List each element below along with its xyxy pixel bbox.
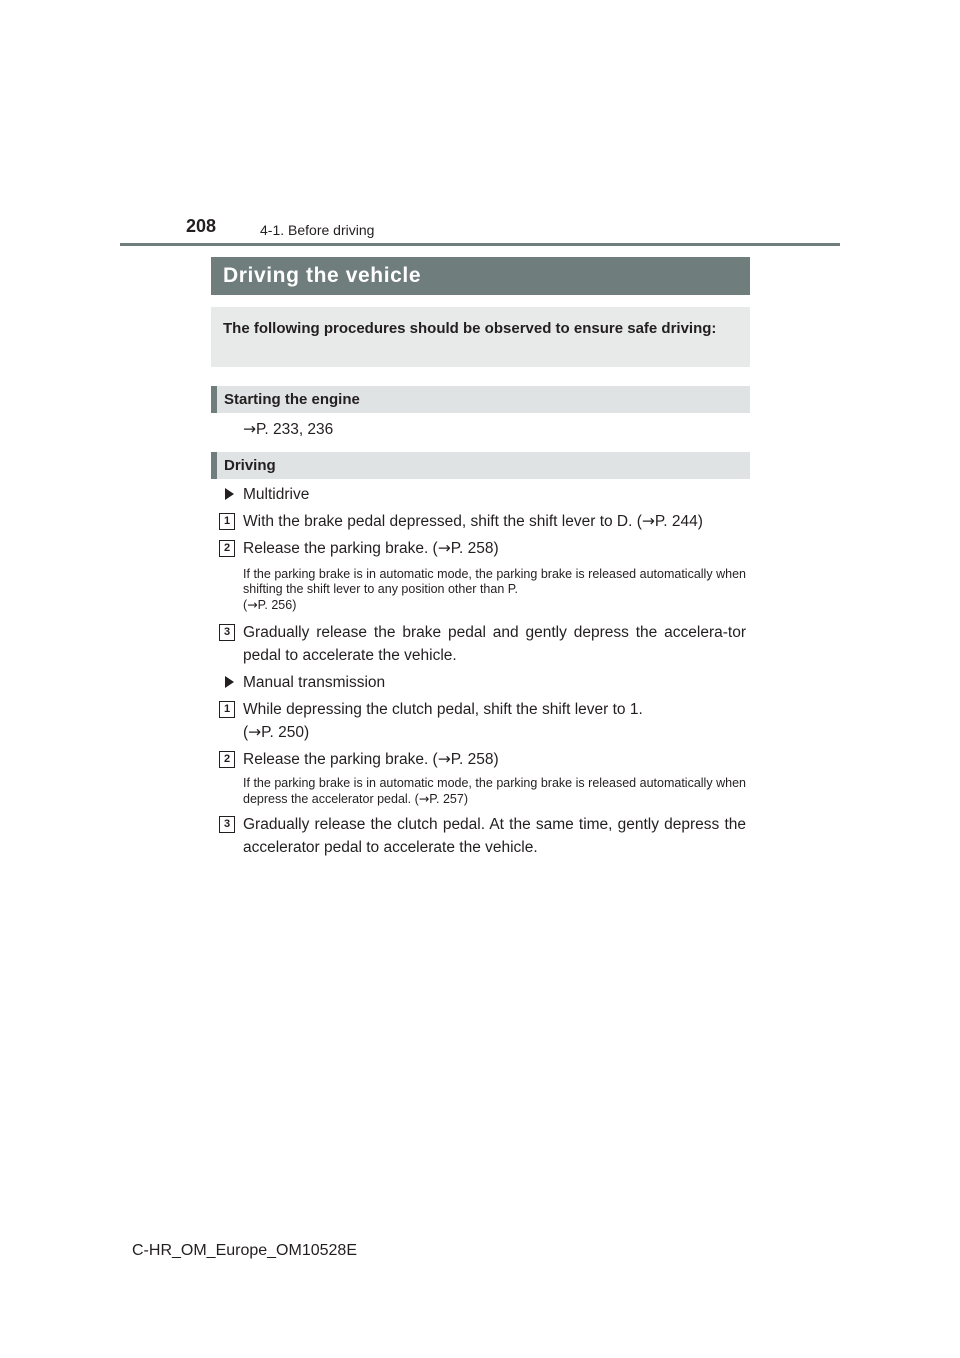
manual-step-1: While depressing the clutch pedal, shift the shift lever to 1. (→P. 250): [243, 701, 643, 741]
multidrive-label: Multidrive: [243, 486, 310, 503]
step-number-3: 3: [219, 816, 235, 833]
multidrive-note: If the parking brake is in automatic mode, the parking brake is released automatically when shifting the shift lever to any position other than P. (→P. 256): [243, 567, 746, 612]
triangle-bullet-icon: [225, 676, 234, 688]
page-number: 208: [186, 216, 217, 236]
document-footer: C-HR_OM_Europe_OM10528E: [132, 1242, 357, 1259]
multidrive-step-3: Gradually release the brake pedal and gently depress the accelera-tor pedal to accelerate the vehicle.: [243, 624, 746, 664]
starting-engine-page-link[interactable]: P. 233, 236: [256, 421, 334, 438]
multidrive-step-1: With the brake pedal depressed, shift the shift lever to D. (→P. 244): [243, 512, 703, 530]
page-link[interactable]: P. 244: [654, 513, 698, 530]
arrow-icon: →: [247, 597, 258, 612]
step-number-1: 1: [219, 701, 235, 718]
step-number-2: 2: [219, 751, 235, 768]
step-number-1: 1: [219, 513, 235, 530]
subheading-driving: [211, 452, 750, 479]
manual-step-2: Release the parking brake. (→P. 258): [243, 750, 499, 768]
step-number-3: 3: [219, 624, 235, 641]
manual-note: If the parking brake is in automatic mode, the parking brake is released automatically when depress the accelerator pedal. (→P. 257): [243, 776, 746, 806]
subheading-starting-engine: [211, 386, 750, 413]
arrow-icon: →: [418, 791, 430, 806]
arrow-icon: →: [243, 420, 256, 438]
arrow-icon: →: [437, 539, 451, 557]
intro-box: [211, 307, 750, 367]
section-title: 4-1. Before driving: [260, 222, 375, 238]
starting-engine-ref: [243, 418, 333, 441]
arrow-icon: →: [641, 512, 655, 530]
triangle-bullet-icon: [225, 488, 234, 500]
page-title: Driving the vehicle: [211, 257, 750, 295]
header-rule: [120, 243, 840, 246]
arrow-icon: →: [437, 750, 451, 768]
manual-label: Manual transmission: [243, 674, 386, 691]
multidrive-step-2: Release the parking brake. (→P. 258): [243, 539, 499, 557]
page-link[interactable]: P. 258: [450, 540, 494, 557]
page-link[interactable]: P. 256: [257, 598, 293, 612]
arrow-icon: →: [248, 723, 262, 741]
subheading-starting-engine-label: Starting the engine: [224, 391, 360, 408]
subheading-driving-label: Driving: [224, 457, 276, 474]
page-link[interactable]: P. 250: [261, 724, 304, 741]
manual-step-3: Gradually release the clutch pedal. At the same time, gently depress the accelerator pedal to accelerate the vehicle.: [243, 816, 746, 856]
page-link[interactable]: P. 258: [450, 751, 494, 768]
intro-text: The following procedures should be observed to ensure safe driving:: [223, 320, 717, 337]
step-number-2: 2: [219, 540, 235, 557]
page-link[interactable]: P. 257: [429, 792, 464, 806]
